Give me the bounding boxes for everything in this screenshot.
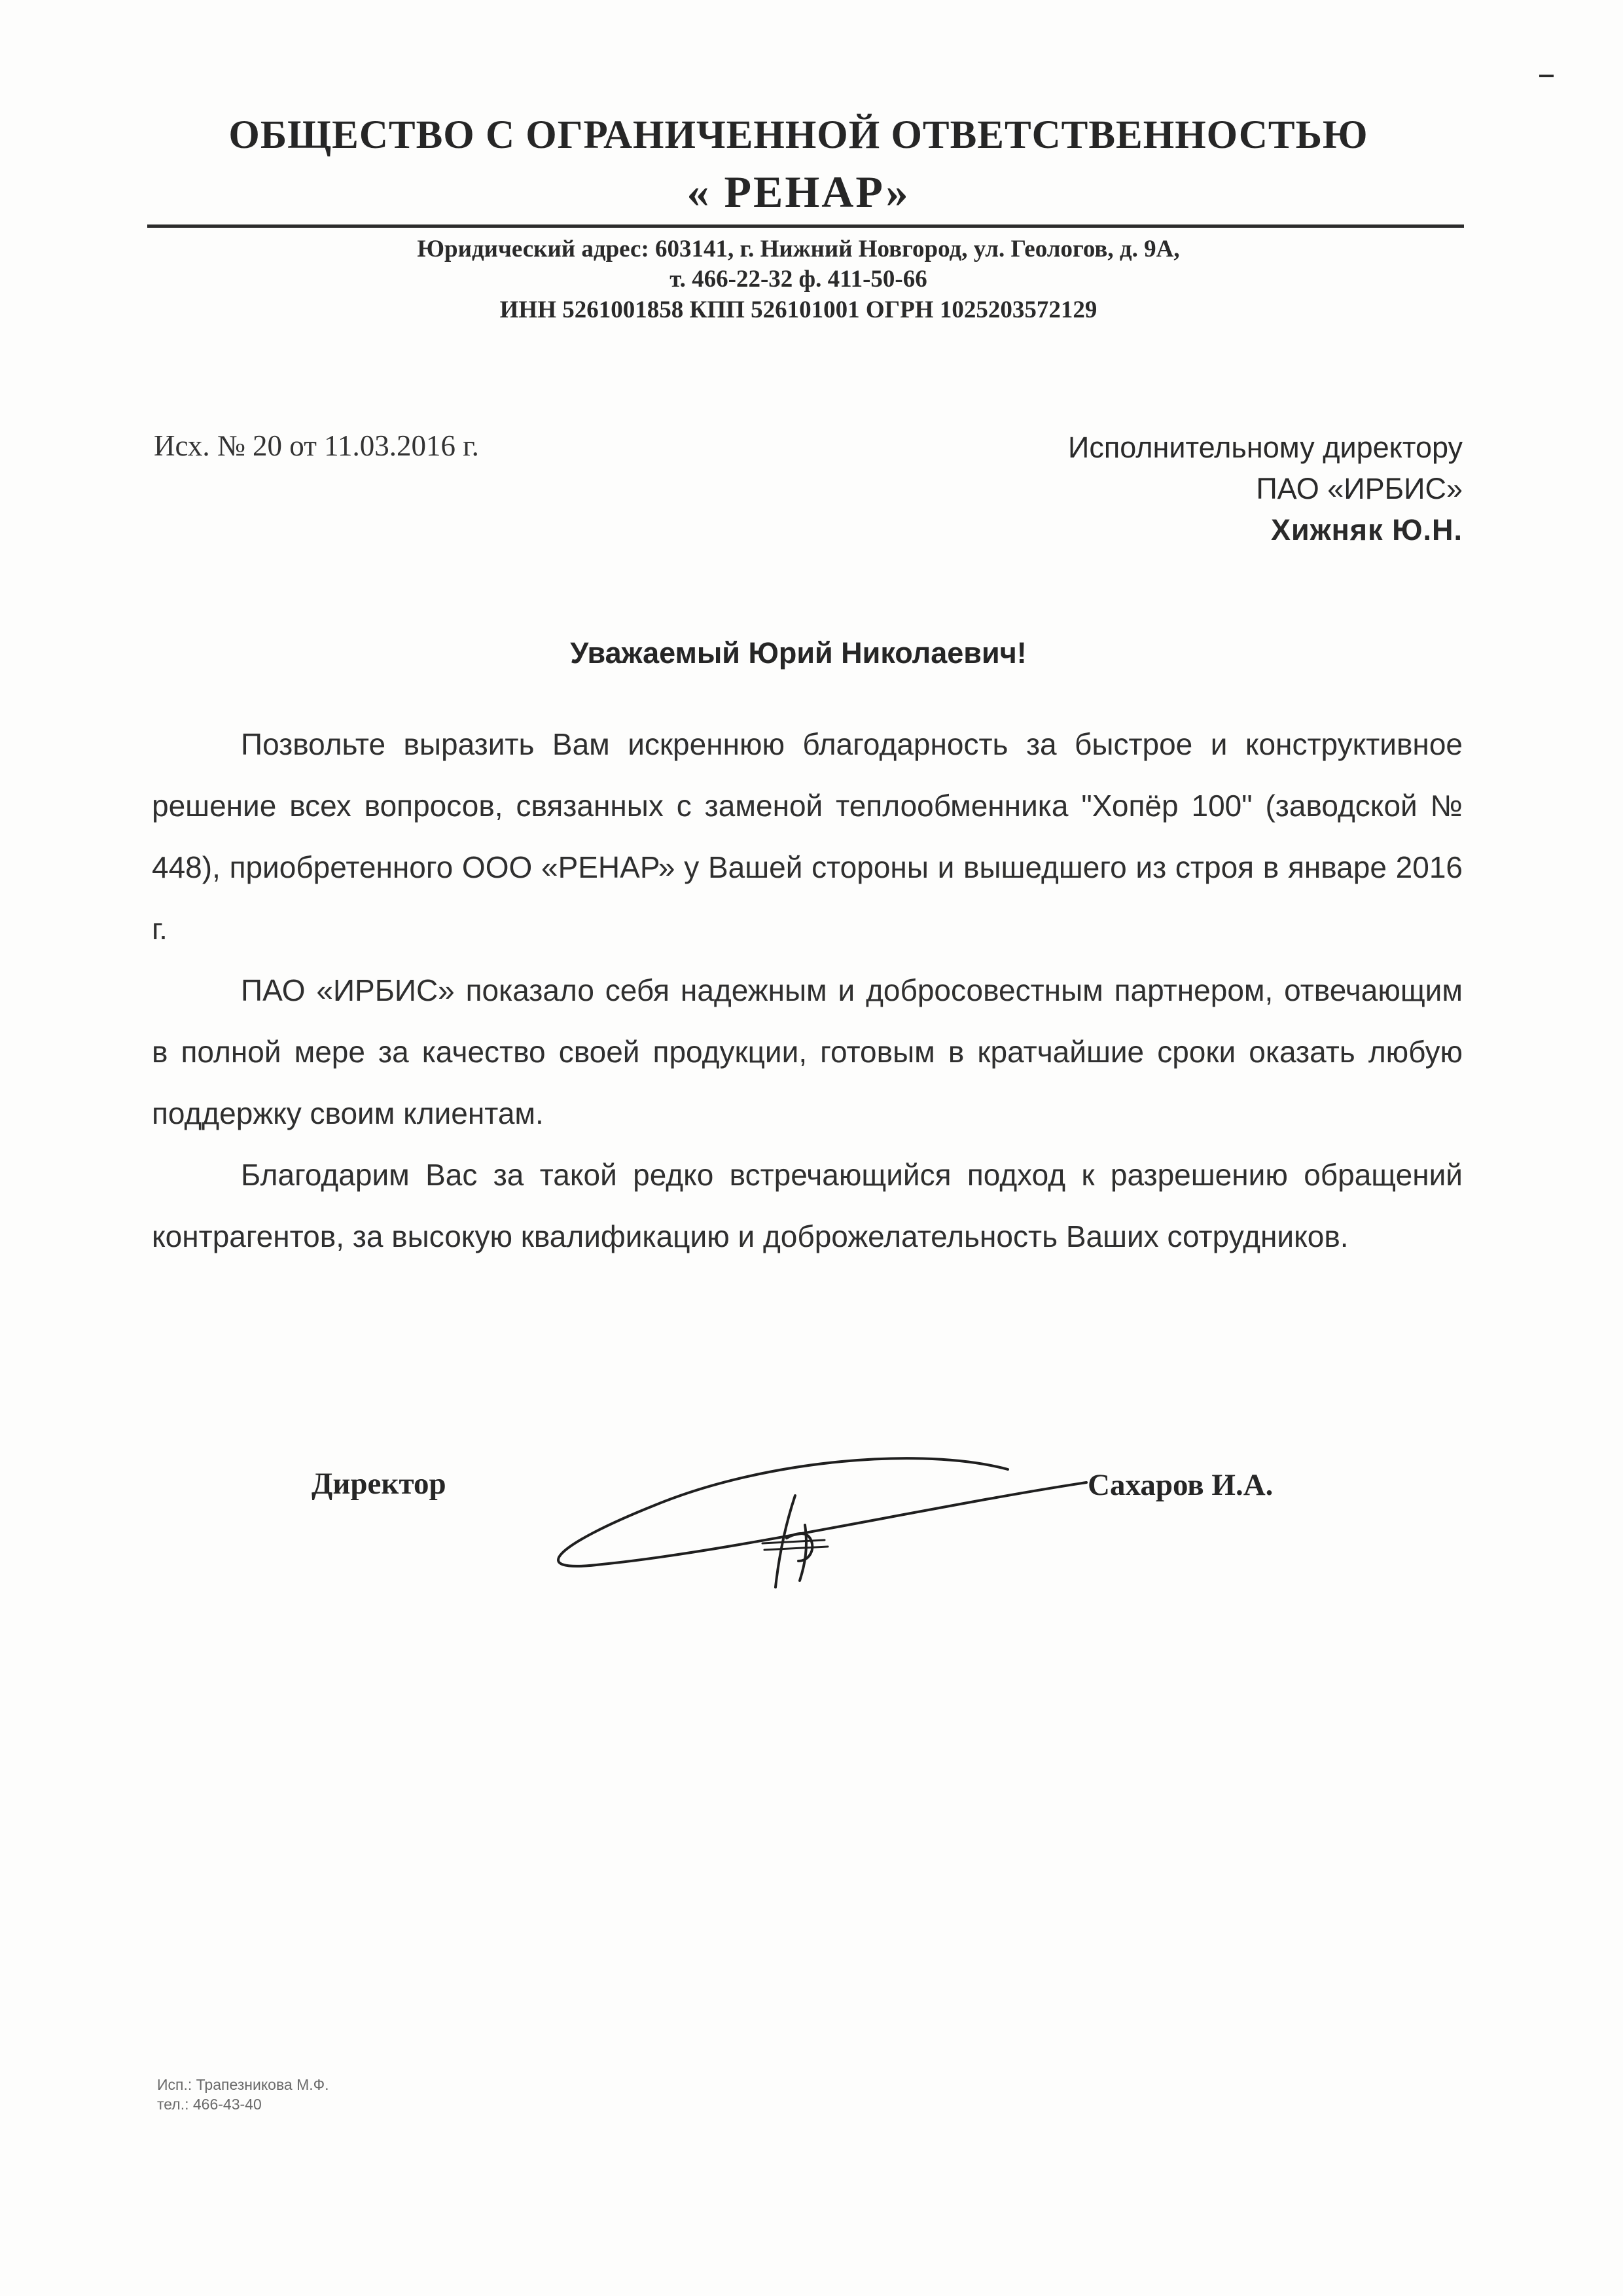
body-paragraph: ПАО «ИРБИС» показало себя надежным и добросовестным партнером, отвечающим в полной мере за качество своей продукции, готовым в кратчайшие сроки оказать любую поддержку своим клиентам.	[152, 973, 1463, 1130]
recipient-block	[1068, 427, 1463, 550]
letter-body	[152, 713, 1463, 1267]
recipient-company: ПАО «ИРБИС»	[1256, 472, 1463, 505]
signatory-name: Сахаров И.А.	[1088, 1468, 1274, 1502]
executor-phone: тел.: 466-43-40	[157, 2096, 262, 2113]
legal-address: Юридический адрес: 603141, г. Нижний Новгород, ул. Геологов, д. 9А,	[417, 236, 1180, 262]
letterhead-divider	[147, 224, 1464, 228]
recipient-name: Хижняк Ю.Н.	[1271, 513, 1463, 547]
outgoing-reference: Исх. № 20 от 11.03.2016 г.	[154, 429, 479, 462]
handwritten-signature	[517, 1433, 1106, 1590]
recipient-position: Исполнительному директору	[1068, 431, 1463, 464]
scan-mark	[1539, 75, 1554, 77]
executor-name: Исп.: Трапезникова М.Ф.	[157, 2076, 329, 2093]
executor-footer	[157, 2075, 329, 2114]
body-paragraph: Позвольте выразить Вам искреннюю благодарность за быстрое и конструктивное решение всех вопросов, связанных с заменой теплообменника "Хопёр 100" (заводской № 448), приобретенного ООО «РЕНАР» у Вашей стороны и вышедшего из строя в январе 2016 г.	[152, 727, 1463, 946]
company-requisites: ИНН 5261001858 КПП 526101001 ОГРН 1025203572129	[499, 296, 1097, 323]
org-name-heading: « РЕНАР»	[687, 167, 910, 217]
body-paragraph: Благодарим Вас за такой редко встречающийся подход к разрешению обращений контрагентов, за высокую квалификацию и доброжелательность Ваших сотрудников.	[152, 1158, 1463, 1253]
org-type-heading: ОБЩЕСТВО С ОГРАНИЧЕННОЙ ОТВЕТСТВЕННОСТЬЮ	[228, 113, 1368, 157]
contact-phones: т. 466-22-32 ф. 411-50-66	[669, 266, 927, 293]
signatory-title: Директор	[312, 1467, 446, 1501]
salutation: Уважаемый Юрий Николаевич!	[570, 636, 1027, 670]
